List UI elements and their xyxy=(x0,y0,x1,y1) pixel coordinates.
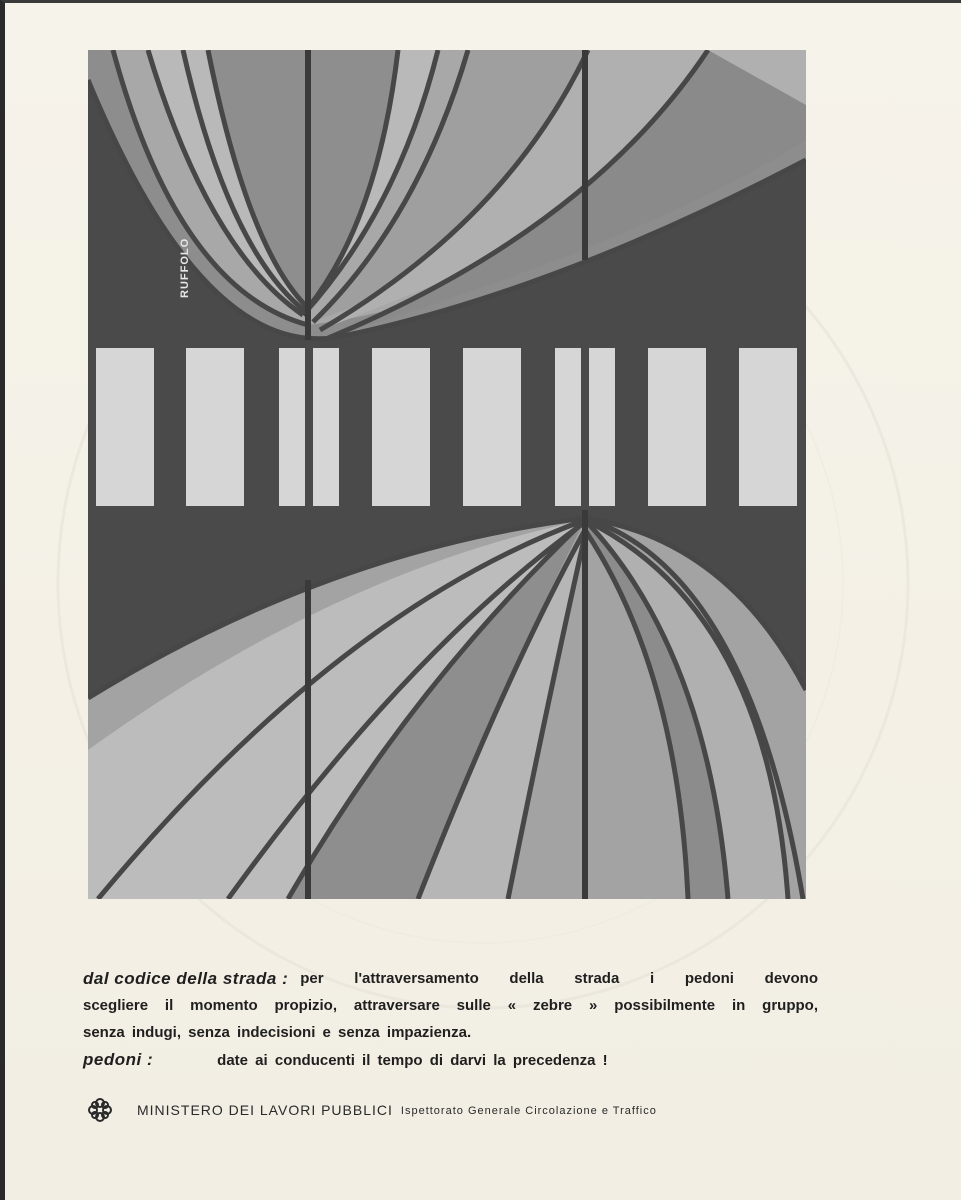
crosswalk-artwork xyxy=(88,50,806,899)
inspectorate-name: Ispettorato Generale Circolazione e Traffico xyxy=(400,1105,657,1117)
artist-signature: RUFFOLO xyxy=(179,237,191,298)
text-line-3 xyxy=(83,1019,818,1046)
text-line-1 xyxy=(83,965,818,992)
lead-label: dal codice della strada : xyxy=(83,969,289,988)
text-line-2: scegliere il momento propizio, attraversare sulle « zebre » possibilmente in gruppo, xyxy=(83,997,818,1014)
closing-text: date ai conducenti il tempo di darvi la precedenza ! xyxy=(217,1052,608,1069)
closing-label: pedoni : xyxy=(83,1050,154,1069)
text-line-3-body: senza indugi, senza indecisioni e senza impazienza. xyxy=(83,1024,472,1041)
highway-code-text xyxy=(83,965,818,1074)
footer xyxy=(87,1097,657,1123)
flower-emblem-icon xyxy=(87,1097,113,1123)
ministry-name: MINISTERO DEI LAVORI PUBBLICI xyxy=(137,1102,393,1118)
closing-line xyxy=(83,1046,818,1074)
text-line-1-body: per l'attraversamento della strada i pedoni devono xyxy=(300,970,818,987)
artwork-graphic xyxy=(88,50,806,899)
